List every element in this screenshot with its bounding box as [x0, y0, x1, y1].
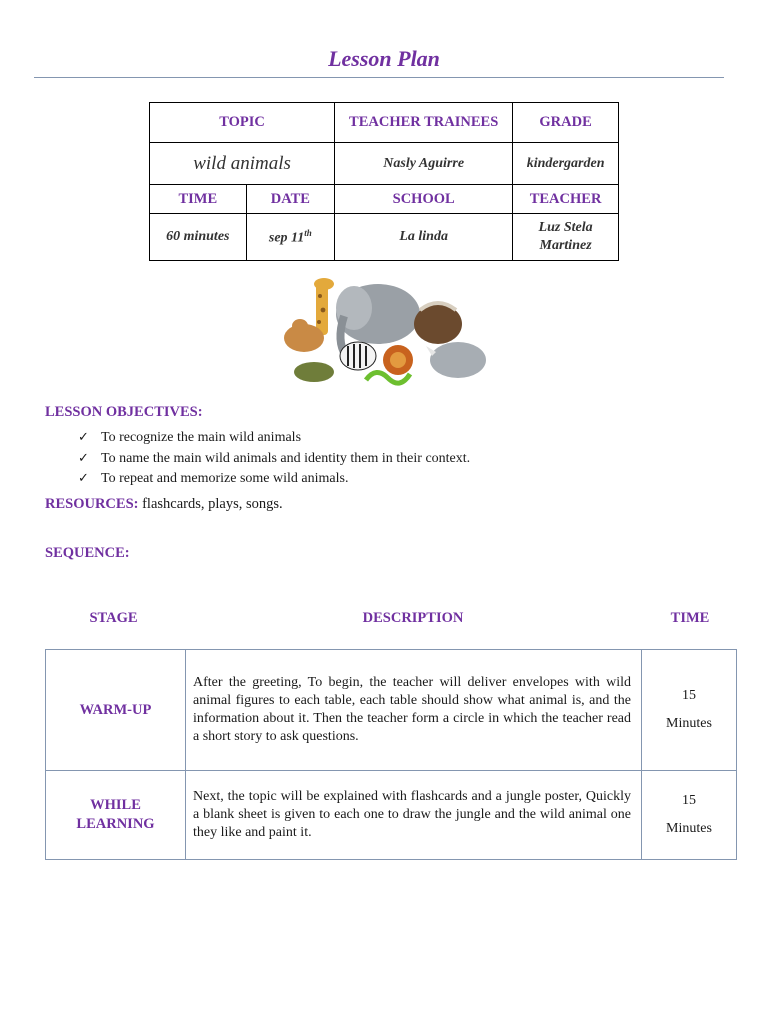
giraffe-head	[314, 278, 334, 290]
info-row-headers-1	[150, 103, 619, 143]
time-unit: Minutes	[666, 716, 712, 731]
rhino-body	[430, 342, 486, 378]
time-column-header: TIME	[670, 610, 710, 626]
giraffe-spot	[317, 320, 321, 324]
table-row	[46, 771, 737, 860]
info-row-values-1	[150, 143, 619, 185]
time-value: 15	[682, 688, 696, 703]
stage-name-line-2: LEARNING	[76, 816, 155, 832]
date-value	[246, 214, 335, 261]
date-text: sep 11	[268, 230, 305, 246]
teacher-value	[513, 214, 619, 261]
stage-name: WARM-UP	[79, 701, 152, 718]
zebra-body	[340, 342, 376, 370]
objective-item	[78, 469, 470, 490]
stage-column-header: STAGE	[89, 610, 138, 626]
camel-hump	[292, 319, 308, 333]
objective-text: To recognize the main wild animals	[101, 430, 302, 445]
school-value: La linda	[335, 214, 513, 261]
date-suffix: th	[304, 227, 312, 238]
resources-label: RESOURCES:	[45, 496, 139, 512]
objective-item	[78, 428, 470, 449]
resources-line	[45, 496, 283, 513]
school-label: SCHOOL	[335, 185, 513, 214]
page-title: Lesson Plan	[328, 46, 440, 71]
time-label: TIME	[150, 185, 247, 214]
info-row-headers-2	[150, 185, 619, 214]
description-cell: After the greeting, To begin, the teacher will deliver envelopes with wild animal figures to each table, each table should show what animal is, and the information about it. Then the teacher form a circle in which the teacher read a short story to ask questions.	[186, 650, 642, 771]
checkmark-icon: ✓	[78, 450, 89, 466]
time-value: 15	[682, 793, 696, 808]
info-row-values-2	[150, 214, 619, 261]
teacher-name-line-1: Luz Stela	[538, 220, 593, 235]
title-divider	[34, 77, 724, 78]
teacher-label: TEACHER	[513, 185, 619, 214]
table-row	[46, 650, 737, 771]
time-cell	[642, 771, 737, 860]
giraffe-spot	[321, 308, 326, 313]
date-label: DATE	[246, 185, 335, 214]
objective-text: To repeat and memorize some wild animals.	[101, 471, 349, 486]
wild-animals-illustration	[280, 276, 490, 388]
checkmark-icon: ✓	[78, 471, 89, 486]
snake	[366, 372, 410, 383]
teacher-name-line-2: Martinez	[539, 238, 592, 253]
topic-label: TOPIC	[150, 103, 335, 143]
objective-item	[78, 449, 470, 470]
stages-table	[45, 649, 737, 860]
stage-name-line-1: WHILE	[90, 797, 141, 813]
lesson-info-table	[149, 102, 619, 261]
stage-cell	[46, 771, 186, 860]
description-cell: Next, the topic will be explained with flashcards and a jungle poster, Quickly a blank sheet is given to each one to draw the jungle and the wild animal one they like and paint it.	[186, 771, 642, 860]
sequence-heading: SEQUENCE:	[45, 545, 130, 561]
stage-cell	[46, 650, 186, 771]
time-value: 60 minutes	[150, 214, 247, 261]
turtle-shell	[294, 362, 334, 382]
grade-label: GRADE	[513, 103, 619, 143]
objective-text: To name the main wild animals and identity them in their context.	[101, 450, 471, 466]
objectives-heading: LESSON OBJECTIVES:	[45, 404, 203, 420]
objectives-list	[78, 428, 470, 490]
trainees-label: TEACHER TRAINEES	[335, 103, 513, 143]
trainees-value: Nasly Aguirre	[335, 143, 513, 185]
topic-value: wild animals	[150, 143, 335, 185]
resources-value: flashcards, plays, songs.	[138, 496, 283, 512]
checkmark-icon: ✓	[78, 430, 89, 445]
grade-value: kindergarden	[513, 143, 619, 185]
giraffe-spot	[318, 294, 322, 298]
lion-face	[390, 352, 406, 368]
description-column-header: DESCRIPTION	[362, 610, 464, 626]
time-cell	[642, 650, 737, 771]
time-unit: Minutes	[666, 821, 712, 836]
